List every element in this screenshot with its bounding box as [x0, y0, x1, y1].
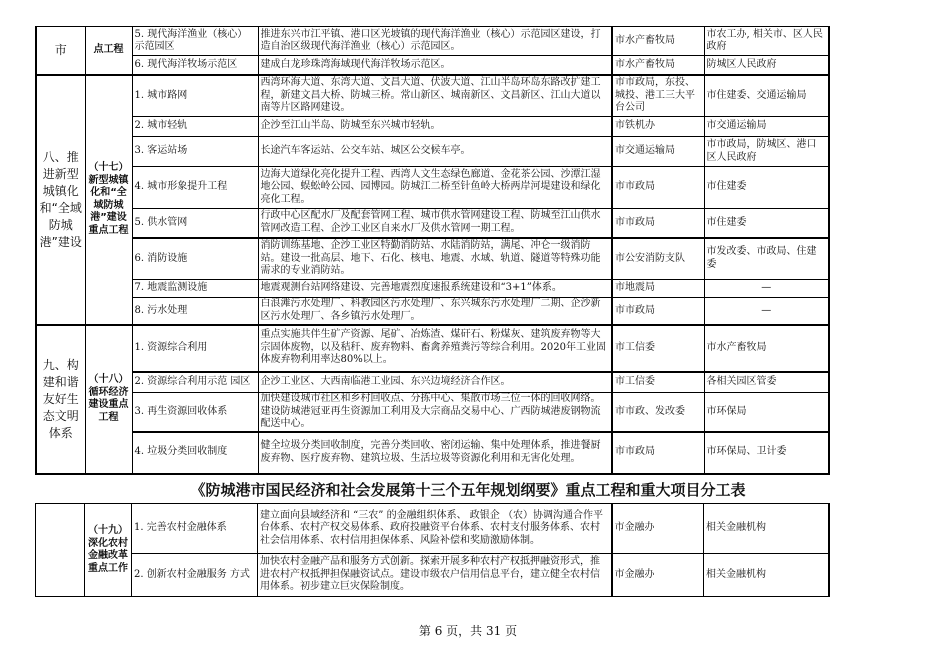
lead-department: 市水产畜牧局: [612, 27, 704, 56]
project-content: 重点实施共伴生矿产资源、尾矿、冶炼渣、煤矸石、粉煤灰、建筑废弃物等大宗固体废物，以及秸秆、废弃物料、畜禽养殖粪污等综合利用。2020年工业固体废弃物利用率达80%以上。: [258, 325, 612, 372]
table-row: [36, 432, 829, 474]
project-content: 地震观测台站网络建设、完善地震烈度速报系统建设和“3+1”体系。: [258, 280, 612, 298]
partner-department: 各相关园区管委: [704, 372, 829, 393]
project-content: 白浪滩污水处理厂、科教园区污水处理厂、东兴城东污水处理厂二期、企沙新区污水处理厂、各乡镇污水处理厂。: [258, 298, 612, 325]
project-content: 健全垃圾分类回收制度，完善分类回收、密闭运输、集中处理体系，推进餐厨废弃物、医疗废弃物、建筑垃圾、生活垃圾等资源化利用和无害化处理。: [258, 432, 612, 474]
lead-department: 市水产畜牧局: [612, 56, 704, 75]
project-item: 1. 资源综合利用: [132, 325, 258, 372]
project-content: 推进东兴市江平镇、港口区光坡镇的现代海洋渔业（核心）示范园区建设，打造自治区级现代海洋渔业（核心）示范园区。: [258, 27, 612, 56]
project-item: 7. 地震监测设施: [132, 280, 258, 298]
project-content: 消防训练基地、企沙工业区特勤消防站、水陆消防站，满尾、冲仑一级消防站。建设一批高层、地下、石化、核电、地震、水域、轨道、隧道等特殊功能需求的专业消防站。: [258, 238, 612, 280]
lead-department: 市市政、发改委: [612, 393, 704, 432]
partner-department: 相关金融机构: [704, 554, 829, 597]
section-label: 九、构建和谐友好生态文明体系: [36, 325, 85, 474]
project-item: 3. 客运站场: [132, 137, 258, 167]
lead-department: 市市政局: [612, 167, 704, 209]
lead-department: 市铁机办: [612, 117, 704, 137]
partner-department: 市水产畜牧局: [704, 325, 829, 372]
table-row: [36, 325, 829, 372]
subsection-label: （十八）循环经济建设重点工程: [85, 325, 132, 474]
lead-department: 市市政局，东投、城投、港工三大平台公司: [612, 75, 704, 117]
page-footer: 第 6 页，共 31 页: [418, 624, 518, 638]
project-content: 企沙至江山半岛、防城至东兴城市轻轨。: [258, 117, 612, 137]
partner-department: 市住建委: [704, 167, 829, 209]
table-row: [36, 393, 829, 432]
project-content: 建立面向县域经济和 “三农” 的金融组织体系、 政银企 （农）协调沟通合作平台体系、农村产权交易体系、政府投融资平台体系、农村支付服务体系、农村社会信用体系、农村信用担保体系、风险补偿和奖励激励体制。: [258, 504, 612, 554]
project-item: 2. 城市轻轨: [132, 117, 258, 137]
project-item: 6. 消防设施: [132, 238, 258, 280]
table-row: [36, 554, 829, 597]
project-content: 行政中心区配水厂及配套管网工程、城市供水管网建设工程、防城至江山供水管网改造工程、企沙工业区自来水厂及供水管网一期工程。: [258, 209, 612, 238]
partner-department: 市市政局，防城区、港口区人民政府: [704, 137, 829, 167]
lead-department: 市公安消防支队: [612, 238, 704, 280]
table-title: 《防城港市国民经济和社会发展第十三个五年规划纲要》重点工程和重大项目分工表: [190, 481, 746, 499]
lead-department: 市金融办: [612, 504, 704, 554]
table-row: [36, 75, 829, 117]
partner-department: 市环保局: [704, 393, 829, 432]
subsection-label: （十七）新型城镇化和“全域防城港”建设重点工程: [85, 75, 132, 325]
partner-department: 市交通运输局: [704, 117, 829, 137]
project-item: 3. 再生资源回收体系: [132, 393, 258, 432]
lead-department: 市工信委: [612, 325, 704, 372]
subsection-label: 点工程: [85, 27, 132, 75]
table-row: [36, 372, 829, 393]
table-row: [36, 238, 829, 280]
section-label: 八、推进新型城镇化和“全域防城港”建设: [36, 75, 85, 325]
project-item: 2. 资源综合利用示范 园区: [132, 372, 258, 393]
lead-department: 市市政局: [612, 432, 704, 474]
partner-department: 防城区人民政府: [704, 56, 829, 75]
project-content: 边海大道绿化亮化提升工程、西湾人文生态绿色廊道、金花茶公园、沙潭江湿地公园、蜈蚣岭公园、园博园。防城江二桥至针鱼岭大桥两岸河堤建设和绿化亮化工程。: [258, 167, 612, 209]
table-row: [36, 298, 829, 325]
table-row: [36, 167, 829, 209]
project-item: 6. 现代海洋牧场示范区: [132, 56, 258, 75]
section-label: [36, 504, 85, 597]
project-content: 西湾环海大道、东湾大道、文昌大道、伏波大道、江山半岛环岛东路改扩建工程，新建文昌大桥、防城三桥。常山新区、城南新区、文昌新区、江山大道以南等片区路网建设。: [258, 75, 612, 117]
project-table-top: [35, 26, 830, 475]
project-item: 5. 现代海洋渔业（核心）示范园区: [132, 27, 258, 56]
table-row: [36, 137, 829, 167]
table-row: [36, 280, 829, 298]
lead-department: 市交通运输局: [612, 137, 704, 167]
project-item: 1. 完善农村金融体系: [132, 504, 258, 554]
project-item: 5. 供水管网: [132, 209, 258, 238]
lead-department: 市工信委: [612, 372, 704, 393]
partner-department: 市农工办, 相关市、区人民政府: [704, 27, 829, 56]
project-item: 2. 创新农村金融服务 方式: [132, 554, 258, 597]
project-content: 企沙工业区、大西南临港工业园、东兴边境经济合作区。: [258, 372, 612, 393]
partner-department: 市发改委、市政局、住建委: [704, 238, 829, 280]
section-label: 市: [36, 27, 85, 75]
lead-department: 市金融办: [612, 554, 704, 597]
project-content: 长途汽车客运站、公交车站、城区公交候车亭。: [258, 137, 612, 167]
project-content: 加快农村金融产品和服务方式创新。探索开展多种农村产权抵押融资形式，推进农村产权抵押担保融资试点。建设市级农户信用信息平台，建立健全农村信用体系。初步建立巨灾保险制度。: [258, 554, 612, 597]
lead-department: 市地震局: [612, 280, 704, 298]
project-item: 1. 城市路网: [132, 75, 258, 117]
table-row: [36, 504, 829, 554]
table-row: [36, 209, 829, 238]
project-item: 4. 城市形象提升工程: [132, 167, 258, 209]
table-row: [36, 27, 829, 56]
lead-department: 市市政局: [612, 298, 704, 325]
project-content: 加快建设城市社区和乡村回收点、分拣中心、集散市场三位一体的回收网络。建设防城港冠亚再生资源加工利用及大宗商品交易中心、广西防城港废钢物流配送中心。: [258, 393, 612, 432]
partner-department: 市环保局、卫计委: [704, 432, 829, 474]
partner-department: —: [704, 280, 829, 298]
subsection-label: （十九）深化农村金融改革重点工作: [85, 504, 132, 597]
partner-department: —: [704, 298, 829, 325]
table-row: [36, 56, 829, 75]
partner-department: 相关金融机构: [704, 504, 829, 554]
table-row: [36, 117, 829, 137]
project-table-bottom: [35, 503, 830, 597]
project-item: 8. 污水处理: [132, 298, 258, 325]
partner-department: 市住建委: [704, 209, 829, 238]
partner-department: 市住建委、交通运输局: [704, 75, 829, 117]
project-content: 建成白龙珍珠湾海域现代海洋牧场示范区。: [258, 56, 612, 75]
project-item: 4. 垃圾分类回收制度: [132, 432, 258, 474]
lead-department: 市市政局: [612, 209, 704, 238]
